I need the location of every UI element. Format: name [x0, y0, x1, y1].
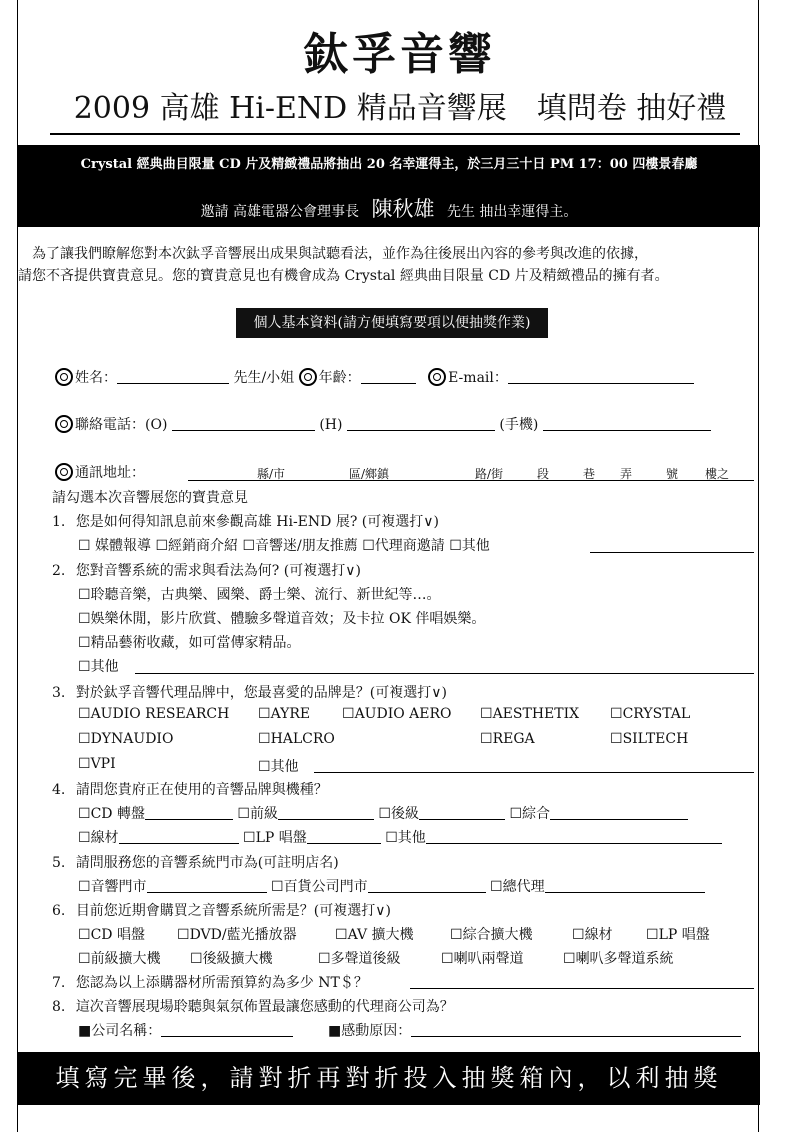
checkbox[interactable] — [342, 706, 355, 722]
addr-part-road: 路/街 — [475, 467, 504, 481]
option-label: 總代理 — [502, 879, 545, 895]
dept-store-field[interactable] — [368, 878, 486, 893]
checkbox[interactable] — [78, 731, 91, 747]
question-text: 您是如何得知訊息前來參觀高雄 Hi-END 展? (可複選打∨) — [75, 514, 439, 530]
name-label: 姓名： — [75, 370, 117, 386]
phone-row — [55, 414, 711, 434]
addr-part-district: 區/鄉鎮 — [349, 467, 390, 481]
brand-option — [480, 706, 579, 722]
question-number: 2. — [52, 563, 66, 579]
option-label: CRYSTAL — [622, 706, 691, 722]
q1-options — [78, 535, 490, 555]
question-text: 請問您貴府正在使用的音響品牌與機種？ — [75, 782, 328, 798]
option-label: 代理商邀請 — [374, 538, 445, 554]
question-2 — [52, 560, 361, 580]
q6-option — [177, 924, 297, 944]
checkbox[interactable] — [258, 759, 271, 775]
checkbox[interactable] — [610, 731, 623, 747]
distributor-field[interactable] — [545, 878, 705, 893]
page-title: 2009 高雄 Hi-END 精品音響展 填問卷 抽好禮 — [73, 91, 727, 126]
phone-office-field[interactable] — [172, 416, 315, 431]
option-label: VPI — [90, 756, 116, 772]
q2-option-4 — [78, 656, 119, 676]
email-field[interactable] — [508, 369, 694, 384]
checkbox[interactable] — [237, 806, 250, 822]
brand-option — [258, 731, 335, 747]
option-label: 其他 — [90, 659, 119, 675]
q3-other-field[interactable] — [314, 772, 754, 773]
question-5 — [52, 852, 339, 872]
phone-mobile-field[interactable] — [543, 416, 711, 431]
option-label: AYRE — [270, 706, 311, 722]
checkbox[interactable] — [271, 879, 284, 895]
company-label: 公司名稱： — [91, 1023, 162, 1039]
cable-model-field[interactable] — [119, 829, 239, 844]
checkbox[interactable] — [78, 756, 91, 772]
addr-part-city: 縣/市 — [257, 467, 286, 481]
q6-option — [646, 924, 710, 944]
option-label: 其他 — [270, 759, 299, 775]
address-row — [55, 462, 145, 482]
brand-option — [610, 706, 690, 722]
phone-home-field[interactable] — [347, 416, 495, 431]
question-text: 請問服務您的音響系統門市為(可註明店名) — [75, 855, 339, 871]
checkbox[interactable] — [78, 587, 91, 603]
age-label: 年齡： — [318, 370, 361, 386]
option-label: LP 唱盤 — [658, 927, 710, 943]
question-text: 目前您近期會購買之音響系統所需是？(可複選打∨) — [75, 903, 391, 919]
checkbox[interactable] — [480, 706, 493, 722]
brand-option — [610, 731, 688, 747]
checkbox[interactable] — [78, 706, 91, 722]
q6-option — [450, 924, 533, 944]
q1-other-field[interactable] — [590, 552, 754, 553]
checkbox[interactable] — [177, 927, 190, 943]
checkbox[interactable] — [78, 879, 91, 895]
checkbox[interactable] — [646, 927, 659, 943]
option-label: REGA — [492, 731, 535, 747]
q2-option-3 — [78, 632, 301, 652]
banner-invite-text: 邀請 高雄電器公會理事長 — [200, 204, 360, 220]
checkbox[interactable] — [78, 659, 91, 675]
cd-model-field[interactable] — [145, 805, 233, 820]
question-3 — [52, 682, 447, 702]
question-text: 您對音響系統的需求與看法為何? (可複選打∨) — [75, 563, 361, 579]
question-number: 6. — [52, 903, 66, 919]
option-label: 媒體報導 — [95, 538, 152, 554]
option-label: 其他 — [461, 538, 490, 554]
name-suffix: 先生/小姐 — [233, 370, 295, 386]
brand-logo-text: 鈦孚音響 — [304, 29, 496, 80]
checkbox[interactable] — [155, 538, 168, 554]
company-field[interactable] — [161, 1022, 293, 1037]
question-text: 您認為以上添購器材所需預算約為多少 NT＄？ — [75, 975, 368, 991]
option-label: 娛樂休閒，影片欣賞、體驗多聲道音效；及卡拉 OK 伴唱娛樂。 — [90, 611, 486, 627]
banner-draw-text: 先生 抽出幸運得主。 — [446, 204, 578, 220]
q6-option — [335, 924, 414, 944]
option-label: AUDIO RESEARCH — [90, 706, 230, 722]
q6-option — [78, 924, 145, 944]
checkbox[interactable] — [78, 806, 91, 822]
question-6 — [52, 900, 391, 920]
budget-field[interactable] — [410, 988, 754, 989]
brand-option — [342, 706, 452, 722]
checkbox[interactable] — [449, 538, 462, 554]
address-label: 通訊地址： — [75, 465, 145, 481]
announcement-banner — [18, 145, 760, 227]
question-text: 這次音響展現場聆聽與氣氛佈置最讓您感動的代理商公司為？ — [75, 999, 454, 1015]
question-number: 4. — [52, 782, 66, 798]
poweramp-model-field[interactable] — [419, 805, 505, 820]
personal-info-header: 個人基本資料(請方便填寫要項以便抽獎作業) — [236, 308, 548, 338]
option-label: 線材 — [584, 927, 613, 943]
brand-option — [258, 756, 299, 776]
option-label: 多聲道後級 — [330, 951, 401, 967]
option-label: 百貨公司門市 — [283, 879, 368, 895]
brand-option — [78, 731, 173, 747]
q8-company — [78, 1020, 293, 1040]
option-label: 喇叭兩聲道 — [453, 951, 524, 967]
brand-option — [78, 706, 229, 722]
intro-line-2: 請您不吝提供寶貴意見。您的寶貴意見也有機會成為 Crystal 經典曲目限量 CD 片及精緻禮品的擁有者。 — [18, 268, 669, 284]
q4-row-2 — [78, 827, 722, 847]
checkbox[interactable] — [378, 806, 391, 822]
checkbox[interactable] — [490, 879, 503, 895]
footer-instruction: 填寫完畢後，請對折再對折投入抽獎箱內，以利抽獎 — [18, 1052, 760, 1105]
option-label: 前級 — [249, 806, 278, 822]
filled-square-icon: ■ — [78, 1023, 92, 1039]
option-label: CD 唱盤 — [90, 927, 145, 943]
double-circle-icon — [55, 463, 73, 481]
intro-line-1: 為了讓我們瞭解您對本次鈦孚音響展出成果與試聽看法，並作為往後展出內容的參考與改進的依據， — [32, 246, 648, 262]
question-7 — [52, 972, 368, 992]
option-label: AUDIO AERO — [354, 706, 452, 722]
checkbox[interactable] — [480, 731, 493, 747]
q5-options — [78, 876, 705, 896]
q6-option — [563, 948, 674, 968]
question-number: 7. — [52, 975, 66, 991]
option-label: AV 擴大機 — [347, 927, 414, 943]
option-label: AESTHETIX — [492, 706, 580, 722]
option-label: 後級 — [390, 806, 419, 822]
banner-line-1: Crystal 經典曲目限量 CD 片及精緻禮品將抽出 20 名幸運得主，於三月三十日 PM 17：00 四樓景春廳 — [80, 157, 698, 172]
checkbox[interactable] — [242, 538, 255, 554]
checkbox[interactable] — [78, 830, 91, 846]
option-label: 其他 — [397, 830, 426, 846]
q2-other-field[interactable] — [135, 673, 754, 674]
question-number: 1. — [52, 514, 66, 530]
q6-option — [190, 948, 273, 968]
addr-part-floor: 樓之 — [705, 467, 730, 481]
addr-part-section: 段 — [537, 467, 550, 481]
checkbox[interactable] — [190, 951, 203, 967]
checkbox[interactable] — [441, 951, 454, 967]
question-8 — [52, 996, 454, 1016]
other-model-field[interactable] — [426, 829, 722, 844]
option-label: 精品藝術收藏，如可當傳家精品。 — [90, 635, 301, 651]
option-label: DVD/藍光播放器 — [189, 927, 297, 943]
preamp-model-field[interactable] — [278, 805, 374, 820]
checkbox[interactable] — [78, 635, 91, 651]
option-label: 前級擴大機 — [90, 951, 161, 967]
addr-part-lane: 巷 — [583, 467, 596, 481]
brand-option — [258, 706, 310, 722]
option-label: CD 轉盤 — [90, 806, 145, 822]
question-number: 3. — [52, 685, 66, 701]
audio-store-field[interactable] — [147, 878, 267, 893]
reason-label: 感動原因： — [341, 1023, 412, 1039]
age-field[interactable] — [361, 369, 416, 384]
question-number: 8. — [52, 999, 66, 1015]
checkbox[interactable] — [78, 951, 91, 967]
checkbox[interactable] — [78, 611, 91, 627]
option-label: 綜合擴大機 — [462, 927, 533, 943]
checkbox[interactable] — [318, 951, 331, 967]
integrated-model-field[interactable] — [550, 805, 688, 820]
brand-option — [480, 731, 535, 747]
checkbox[interactable] — [78, 538, 91, 554]
phone-office-label: 聯絡電話：(O) — [75, 417, 168, 433]
lp-model-field[interactable] — [307, 829, 381, 844]
checkbox[interactable] — [450, 927, 463, 943]
option-label: HALCRO — [270, 731, 335, 747]
option-label: DYNAUDIO — [90, 731, 174, 747]
option-label: 音響門市 — [90, 879, 147, 895]
question-number: 5. — [52, 855, 66, 871]
checkbox[interactable] — [78, 927, 91, 943]
checkbox[interactable] — [563, 951, 576, 967]
title-underline — [50, 133, 740, 135]
name-field[interactable] — [117, 369, 229, 384]
q6-option — [318, 948, 401, 968]
double-circle-icon — [55, 368, 73, 386]
checkbox[interactable] — [335, 927, 348, 943]
double-circle-icon — [428, 368, 446, 386]
phone-home-label: (H) — [319, 417, 343, 433]
q6-option — [78, 948, 161, 968]
filled-square-icon: ■ — [328, 1023, 342, 1039]
option-label: 喇叭多聲道系統 — [575, 951, 674, 967]
email-label: E-mail： — [448, 370, 508, 386]
q2-option-1 — [78, 584, 441, 604]
addr-part-number: 號 — [666, 467, 679, 481]
q4-row-1 — [78, 803, 688, 823]
intro-paragraph — [18, 243, 760, 287]
addr-part-alley: 弄 — [620, 467, 633, 481]
checkbox[interactable] — [572, 927, 585, 943]
survey-intro: 請勾選本次音響展您的寶貴意見 — [52, 490, 248, 506]
checkbox[interactable] — [509, 806, 522, 822]
question-1 — [52, 511, 439, 531]
question-4 — [52, 779, 328, 799]
q8-reason — [328, 1020, 741, 1040]
option-label: LP 唱盤 — [255, 830, 307, 846]
option-label: 線材 — [90, 830, 119, 846]
option-label: 聆聽音樂，古典樂、國樂、爵士樂、流行、新世紀等…。 — [90, 587, 441, 603]
q6-option — [572, 924, 613, 944]
name-row — [55, 367, 694, 387]
double-circle-icon — [299, 368, 317, 386]
option-label: 經銷商介紹 — [168, 538, 239, 554]
checkbox[interactable] — [258, 731, 271, 747]
double-circle-icon — [55, 415, 73, 433]
reason-field[interactable] — [411, 1022, 741, 1037]
option-label: 後級擴大機 — [202, 951, 273, 967]
checkbox[interactable] — [610, 706, 623, 722]
option-label: 綜合 — [522, 806, 550, 822]
phone-mobile-label: (手機) — [499, 417, 539, 433]
checkbox[interactable] — [258, 706, 271, 722]
q6-option — [441, 948, 524, 968]
brand-option — [78, 756, 116, 772]
option-label: SILTECH — [622, 731, 689, 747]
banner-line-2 — [18, 193, 760, 223]
banner-presenter-name: 陳秋雄 — [371, 197, 435, 221]
checkbox[interactable] — [362, 538, 375, 554]
q2-option-2 — [78, 608, 485, 628]
checkbox[interactable] — [385, 830, 398, 846]
question-text: 對於鈦孚音響代理品牌中，您最喜愛的品牌是？(可複選打∨) — [75, 685, 447, 701]
checkbox[interactable] — [243, 830, 256, 846]
option-label: 音響迷/朋友推薦 — [255, 538, 358, 554]
